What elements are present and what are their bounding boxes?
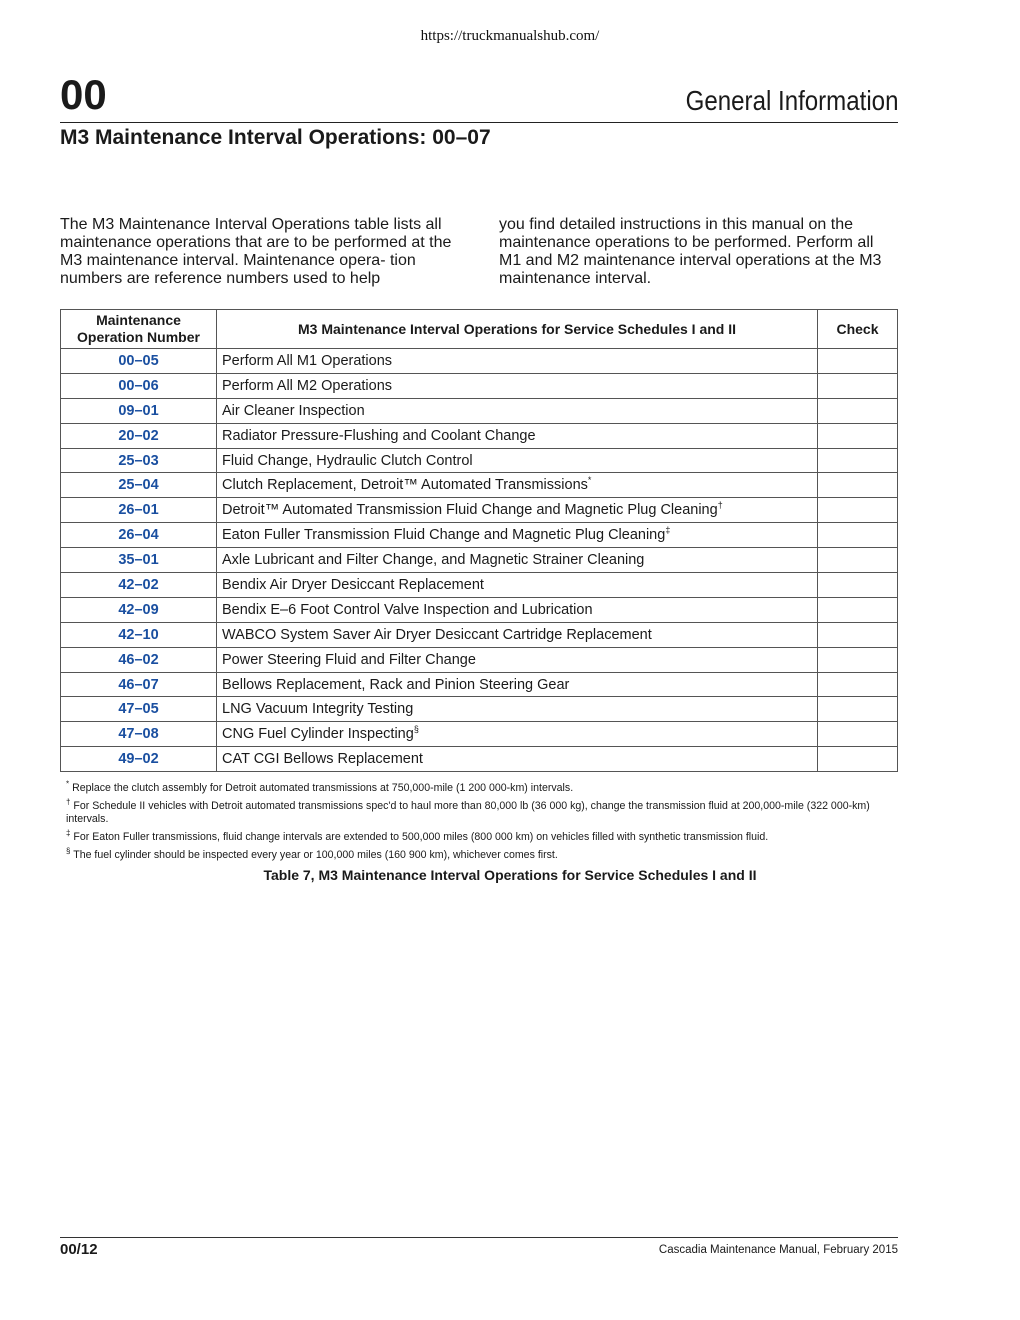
operation-number-link[interactable]: 20–02 (61, 423, 217, 448)
table-row (61, 573, 898, 598)
footnote-marker: ‡ (665, 525, 671, 536)
table-row (61, 373, 898, 398)
table-row (61, 523, 898, 548)
operation-text: CNG Fuel Cylinder Inspecting (222, 726, 414, 743)
operation-number-link[interactable]: 25–04 (61, 473, 217, 498)
page-title: M3 Maintenance Interval Operations: 00–07 (60, 126, 491, 149)
table-row (61, 548, 898, 573)
table-caption: Table 7, M3 Maintenance Interval Operations for Service Schedules I and II (263, 867, 757, 883)
operation-text: Power Steering Fluid and Filter Change (222, 651, 476, 668)
operation-text: CAT CGI Bellows Replacement (222, 751, 423, 768)
footnote-marker: † (66, 797, 71, 807)
operation-number-link[interactable]: 42–02 (61, 573, 217, 598)
page-number: 00/12 (60, 1241, 98, 1258)
table-header-row (61, 310, 898, 349)
check-cell[interactable] (818, 597, 898, 622)
check-cell[interactable] (818, 498, 898, 523)
source-url[interactable]: https://truckmanualshub.com/ (420, 28, 600, 44)
operation-description (217, 498, 818, 523)
check-cell[interactable] (818, 722, 898, 747)
footnote-text: Replace the clutch assembly for Detroit automated transmissions at 750,000-mile (1 200 000-km) intervals. (72, 782, 574, 794)
operation-text: Eaton Fuller Transmission Fluid Change and Magnetic Plug Cleaning (222, 527, 666, 544)
intro-paragraph-right: you find detailed instructions in this manual on the maintenance operations to be performed. Perform all M1 and M2 maintenance interval operations at the M3 maintenance interval. (499, 216, 882, 287)
column-header-number: Maintenance Operation Number (61, 310, 217, 349)
check-cell[interactable] (818, 523, 898, 548)
table-row (61, 672, 898, 697)
operation-description (217, 398, 818, 423)
check-cell[interactable] (818, 398, 898, 423)
operation-description (217, 672, 818, 697)
operation-number-link[interactable]: 00–06 (61, 373, 217, 398)
table-row (61, 498, 898, 523)
operation-text: Fluid Change, Hydraulic Clutch Control (222, 452, 473, 469)
footnote-marker: † (717, 500, 723, 511)
section-header (60, 72, 898, 123)
operation-number-link[interactable]: 26–04 (61, 523, 217, 548)
operation-text: Radiator Pressure-Flushing and Coolant Change (222, 427, 536, 444)
footer-rule (60, 1237, 898, 1238)
operation-number-link[interactable]: 26–01 (61, 498, 217, 523)
operation-description (217, 697, 818, 722)
operation-text: Clutch Replacement, Detroit™ Automated Transmissions (222, 477, 588, 494)
operation-text: Bellows Replacement, Rack and Pinion Steering Gear (222, 676, 570, 693)
check-cell[interactable] (818, 647, 898, 672)
check-cell[interactable] (818, 448, 898, 473)
operation-number-link[interactable]: 09–01 (61, 398, 217, 423)
operation-text: LNG Vacuum Integrity Testing (222, 701, 414, 718)
column-header-operation: M3 Maintenance Interval Operations for Service Schedules I and II (217, 310, 818, 349)
operation-description (217, 622, 818, 647)
table-row (61, 398, 898, 423)
table-row (61, 747, 898, 772)
footnotes (66, 779, 900, 867)
operation-number-link[interactable]: 49–02 (61, 747, 217, 772)
operation-number-link[interactable]: 00–05 (61, 349, 217, 374)
footnote (66, 797, 900, 826)
table-row (61, 448, 898, 473)
operation-text: Air Cleaner Inspection (222, 402, 365, 419)
table-row (61, 597, 898, 622)
table-row (61, 349, 898, 374)
operation-description (217, 448, 818, 473)
table-row (61, 473, 898, 498)
column-header-check: Check (818, 310, 898, 349)
check-cell[interactable] (818, 573, 898, 598)
footnote-marker: ‡ (66, 828, 71, 838)
operation-text: Bendix E–6 Foot Control Valve Inspection and Lubrication (222, 601, 593, 618)
table-row (61, 622, 898, 647)
operation-text: Perform All M1 Operations (222, 352, 393, 369)
operation-description (217, 597, 818, 622)
footnote (66, 779, 900, 795)
footnote (66, 846, 900, 862)
table-row (61, 722, 898, 747)
check-cell[interactable] (818, 697, 898, 722)
operation-number-link[interactable]: 35–01 (61, 548, 217, 573)
footnote (66, 828, 900, 844)
check-cell[interactable] (818, 423, 898, 448)
m3-operations-table (60, 309, 898, 772)
operation-text: Bendix Air Dryer Desiccant Replacement (222, 576, 484, 593)
intro-paragraph-left: The M3 Maintenance Interval Operations table lists all maintenance operations that are to be performed at the M3 maintenance interval. Maintenance opera- tion numbers are reference numbers used to help (60, 216, 452, 287)
footnote-marker: * (587, 475, 592, 486)
section-number: 00 (60, 71, 107, 118)
check-cell[interactable] (818, 548, 898, 573)
operation-number-link[interactable]: 25–03 (61, 448, 217, 473)
operation-number-link[interactable]: 46–07 (61, 672, 217, 697)
check-cell[interactable] (818, 473, 898, 498)
footnote-text: For Eaton Fuller transmissions, fluid change intervals are extended to 500,000 miles (800 000 km) on vehicles filled with synthetic transmission fluid. (73, 831, 769, 843)
operation-description (217, 548, 818, 573)
check-cell[interactable] (818, 349, 898, 374)
operation-description (217, 573, 818, 598)
operation-number-link[interactable]: 42–09 (61, 597, 217, 622)
check-cell[interactable] (818, 373, 898, 398)
check-cell[interactable] (818, 672, 898, 697)
footnote-marker: § (413, 724, 419, 735)
operation-text: WABCO System Saver Air Dryer Desiccant Cartridge Replacement (222, 626, 652, 643)
table-row (61, 647, 898, 672)
footnote-text: For Schedule II vehicles with Detroit automated transmissions spec'd to haul more than 80,000 lb (36 000 kg), change the transmission fluid at 200,000-mile (322 000-km) intervals. (66, 800, 870, 825)
operation-description (217, 647, 818, 672)
footnote-marker: § (66, 846, 71, 856)
footnote-text: The fuel cylinder should be inspected every year or 100,000 miles (160 900 km), whichever comes first. (73, 849, 558, 861)
operation-description (217, 373, 818, 398)
operation-number-link[interactable]: 42–10 (61, 622, 217, 647)
table-row (61, 423, 898, 448)
operation-number-link[interactable]: 47–05 (61, 697, 217, 722)
section-title: General Information (685, 85, 898, 116)
operation-text: Detroit™ Automated Transmission Fluid Change and Magnetic Plug Cleaning (222, 502, 718, 519)
operation-description (217, 473, 818, 498)
operation-number-link[interactable]: 47–08 (61, 722, 217, 747)
operation-description (217, 722, 818, 747)
footnote-marker: * (66, 779, 70, 789)
operation-description (217, 349, 818, 374)
operation-description (217, 523, 818, 548)
operation-text: Perform All M2 Operations (222, 377, 393, 394)
table-row (61, 697, 898, 722)
operation-description (217, 747, 818, 772)
operation-number-link[interactable]: 46–02 (61, 647, 217, 672)
check-cell[interactable] (818, 747, 898, 772)
operation-text: Axle Lubricant and Filter Change, and Magnetic Strainer Cleaning (222, 552, 645, 569)
operation-description (217, 423, 818, 448)
manual-title: Cascadia Maintenance Manual, February 2015 (658, 1244, 898, 1256)
check-cell[interactable] (818, 622, 898, 647)
